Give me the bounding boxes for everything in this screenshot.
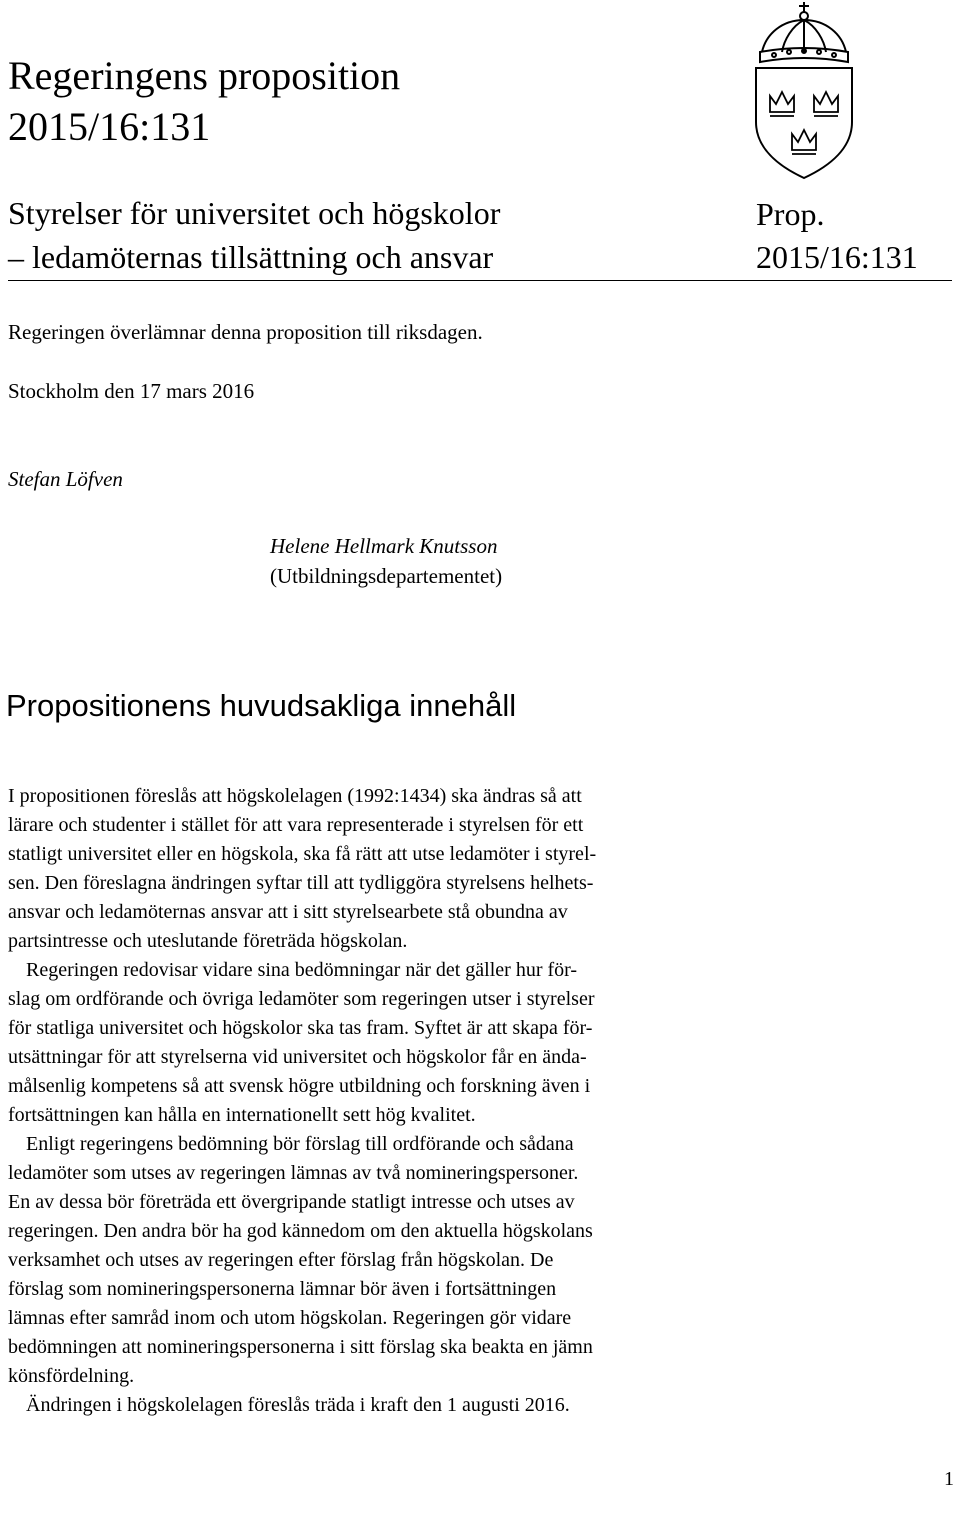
- submission-statement: Regeringen överlämnar denna proposition till riksdagen.: [8, 320, 483, 344]
- proposition-reference: Prop. 2015/16:131: [756, 196, 918, 275]
- document-title: Regeringens proposition 2015/16:131: [8, 53, 401, 149]
- signatory-minister: Helene Hellmark Knutsson: [270, 534, 498, 558]
- ministry-name: (Utbildningsdepartementet): [270, 564, 503, 588]
- document-subtitle: Styrelser för universitet och högskolor – ledamöternas tillsättning och ansvar: [8, 195, 501, 275]
- page-number: 1: [944, 1468, 954, 1490]
- coat-of-arms-icon: [752, 0, 856, 185]
- summary-body: [8, 782, 746, 1420]
- signatory-prime-minister: Stefan Löfven: [8, 467, 123, 491]
- summary-paragraph: Ändringen i högskolelagen föreslås träda i kraft den 1 augusti 2016.: [26, 1394, 570, 1416]
- summary-paragraph: Enligt regeringens bedömning bör förslag till ordförande och sådana ledamöter som utses av regeringen lämnas av två nomineringspersoner. En av dessa bör företräda ett övergripande statligt intresse och utses av regeringen. Den andra bör ha god kännedom om den aktuella högskolans verksamhet och utses av regeringen efter förslag från högskolan. De förslag som nomineringspersonerna lämnar bör även i fortsättningen lämnas efter samråd inom och utom högskolan. Regeringen gör vidare bedömningen att nomineringspersonerna i sitt förslag ska beakta en jämn könsfördelning.: [8, 1133, 593, 1387]
- section-heading: Propositionens huvudsakliga innehåll: [6, 688, 517, 723]
- summary-paragraph: Regeringen redovisar vidare sina bedömningar när det gäller hur för- slag om ordförande och övriga ledamöter som regeringen utser i styrelser för statliga universitet och högskolor ska tas fram. Syftet är att skapa för- utsättningar för att styrelserna vid universitet och högskolor får en ända- målsenlig kompetens så att svensk högre utbildning och forskning även i fortsättningen kan hålla en internationellt sett hög kvalitet.: [8, 959, 595, 1126]
- summary-paragraph: I propositionen föreslås att högskolelagen (1992:1434) ska ändras så att lärare och studenter i stället för att vara representerade i styrelsen för ett statligt universitet eller en högskola, ska få rätt att utse ledamöter i styrel- sen. Den föreslagna ändringen syftar till att tydliggöra styrelsens helhets- ansvar och ledamöternas ansvar att i sitt styrelsearbete stå obundna av partsintresse och uteslutande företräda högskolan.: [8, 785, 597, 952]
- place-and-date: Stockholm den 17 mars 2016: [8, 379, 255, 403]
- header-divider: [8, 280, 952, 281]
